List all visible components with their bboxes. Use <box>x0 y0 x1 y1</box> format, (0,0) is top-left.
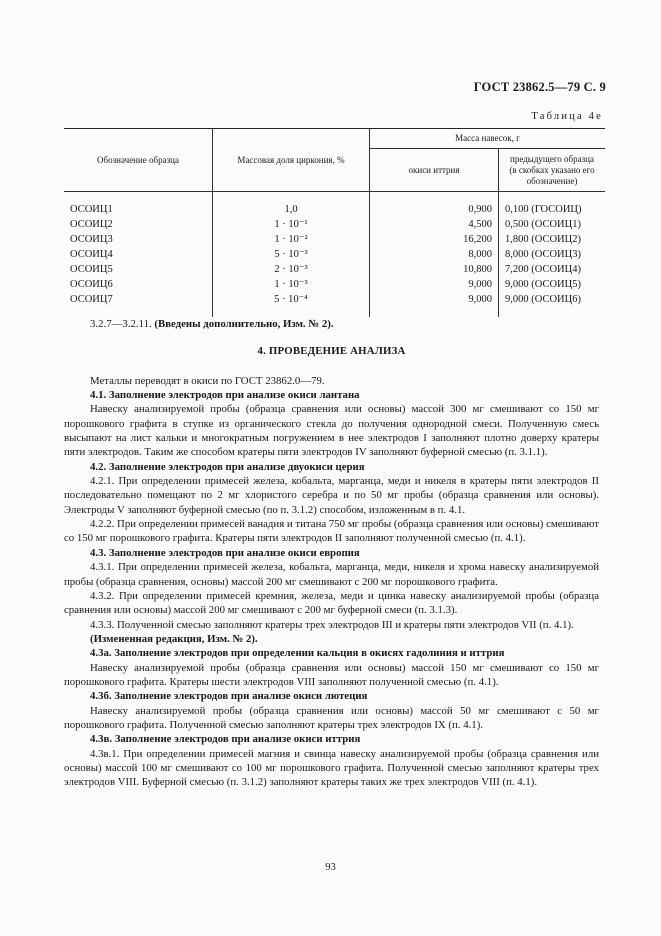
sample-mass-table <box>64 128 605 317</box>
header-previous-line2: (в скобках указано его <box>509 164 595 175</box>
subsection-4-2-heading: 4.2. Заполнение электродов при анализе двуокиси церия <box>90 460 365 473</box>
cell-previous-mass: 9,000 (ОСОИЦ6) <box>499 292 606 307</box>
cell-previous-mass: 1,800 (ОСОИЦ2) <box>499 232 606 247</box>
amendment-text: (Введены дополнительно, Изм. № 2). <box>154 318 334 330</box>
table-row <box>64 217 605 232</box>
cell-yttrium-mass: 0,900 <box>370 202 499 217</box>
cell-sample: ОСОИЦ6 <box>70 279 113 290</box>
amendment-note <box>64 317 599 331</box>
paragraph-4-1: Навеску анализируемой пробы (образца сравнения или основы) массой 300 мг смешивают со 150 мг порошкового графита в ступке из органического стекла до получения однородной смеси. Полученную смесь высыпают на лист кальки и многократным погружением в нее электродов I заполняют плотно доверху кратеры пяти электродов. Таким же способом кратеры пяти электродов IV заполняют буферной смесью (п. 3.1.1). <box>64 403 599 459</box>
cell-yttrium-mass: 8,000 <box>370 247 499 262</box>
paragraph-4-3-2: 4.3.2. При определении примесей кремния, железа, меди и цинка навеску анализируемой пробы (образца сравнения или основы) массой 200 мг смешивают с 200 мг буферной смеси (п. 3.1.3). <box>64 589 599 617</box>
cell-zirconium: 5 · 10⁻³ <box>213 247 370 262</box>
header-previous-line3: обозначение) <box>526 175 578 186</box>
cell-zirconium: 5 · 10⁻⁴ <box>213 292 370 307</box>
subsection-4-1-heading: 4.1. Заполнение электродов при анализе окиси лантана <box>90 389 360 402</box>
header-previous-line1: предыдущего образца <box>510 153 594 164</box>
cell-zirconium: 1 · 10⁻² <box>213 232 370 247</box>
subsection-4-3b-heading: 4.3б. Заполнение электродов при анализе окиси лютеция <box>90 690 368 703</box>
paragraph-4-3b: Навеску анализируемой пробы (образца сравнения или основы) массой 50 мг смешивают с 50 мг порошкового графита. Полученной смесью заполняют кратеры трех электродов IX (п. 4.1). <box>64 704 599 731</box>
paragraph-4-3v-1: 4.3в.1. При определении примесей магния и свинца навеску анализируемой пробы (образца сравнения или основы) массой 100 мг смешивают со 100 мг порошкового графита. Полученной смесью заполняют кратеры трех электродов VIII. Буферной смесью (п. 3.1.2) заполняют кратеры таких же трех электродов VIII (п. 4.1). <box>64 747 599 789</box>
paragraph-4-3a: Навеску анализируемой пробы (образца сравнения или основы) массой 150 мг смешивают со 150 мг порошкового графита. Кратеры шести электродов VIII заполняют полученной смесью (п. 4.1). <box>64 661 599 688</box>
table-caption: Таблица 4е <box>531 111 603 122</box>
cell-zirconium: 1,0 <box>213 202 370 217</box>
header-zirconium: Массовая доля циркония, % <box>213 129 370 192</box>
cell-zirconium: 2 · 10⁻³ <box>213 262 370 277</box>
paragraph-intro: Металлы переводят в окиси по ГОСТ 23862.0—79. <box>90 374 325 387</box>
table-row <box>64 202 605 217</box>
cell-yttrium-mass: 10,800 <box>370 262 499 277</box>
header-mass-group: Масса навесок, г <box>370 129 606 149</box>
cell-yttrium-mass: 9,000 <box>370 292 499 307</box>
table-row <box>64 277 605 292</box>
header-sample: Обозначение образца <box>64 129 213 192</box>
document-body <box>64 317 599 790</box>
amendment-ref: 3.2.7—3.2.11. <box>90 318 152 330</box>
cell-yttrium-mass: 16,200 <box>370 232 499 247</box>
cell-sample: ОСОИЦ5 <box>70 264 113 275</box>
cell-sample: ОСОИЦ3 <box>70 234 113 245</box>
cell-sample: ОСОИЦ2 <box>70 219 113 230</box>
subsection-4-3a-heading: 4.3а. Заполнение электродов при определении кальция в окисях гадолиния и иттрия <box>90 647 505 660</box>
cell-previous-mass: 8,000 (ОСОИЦ3) <box>499 247 606 262</box>
cell-sample: ОСОИЦ7 <box>70 294 113 305</box>
paragraph-4-3-3: 4.3.3. Полученной смесью заполняют кратеры трех электродов III и кратеры пяти электродов VII (п. 4.1). <box>90 618 574 631</box>
section-title: 4. ПРОВЕДЕНИЕ АНАЛИЗА <box>257 345 406 358</box>
cell-yttrium-mass: 9,000 <box>370 277 499 292</box>
cell-yttrium-mass: 4,500 <box>370 217 499 232</box>
cell-previous-mass: 0,500 (ОСОИЦ1) <box>499 217 606 232</box>
amendment-note-2: (Измененная редакция, Изм. № 2). <box>90 632 258 645</box>
table-row <box>64 292 605 307</box>
paragraph-4-3-1: 4.3.1. При определении примесей железа, кобальта, марганца, меди, никеля и хрома навеску анализируемой пробы (образца сравнения, основы) массой 200 мг смешивают с 200 мг порошкового графита. <box>64 561 599 588</box>
paragraph-4-2-2: 4.2.2. При определении примесей ванадия и титана 750 мг пробы (образца сравнения или основы) смешивают со 150 мг порошкового графита. Кратеры пяти электродов II заполняют полученной смесью (п. 4.1). <box>64 518 599 545</box>
page-number: 93 <box>325 862 336 873</box>
cell-zirconium: 1 · 10⁻¹ <box>213 217 370 232</box>
table-row <box>64 247 605 262</box>
subsection-4-3-heading: 4.3. Заполнение электродов при анализе окиси европия <box>90 546 360 559</box>
cell-previous-mass: 7,200 (ОСОИЦ4) <box>499 262 606 277</box>
cell-previous-mass: 9,000 (ОСОИЦ5) <box>499 277 606 292</box>
table-row <box>64 262 605 277</box>
cell-sample: ОСОИЦ1 <box>70 204 113 215</box>
header-previous-sample <box>499 149 606 192</box>
subsection-4-3v-heading: 4.3в. Заполнение электродов при анализе окиси иттрия <box>90 733 361 746</box>
header-yttrium: окиси иттрия <box>370 149 499 192</box>
cell-sample: ОСОИЦ4 <box>70 249 113 260</box>
paragraph-4-2-1: 4.2.1. При определении примесей железа, кобальта, марганца, меди и никеля в кратеры пяти электродов II последовательно помещают по 2 мг хлористого серебра и по 50 мг пробы (образца сравнения или основы). Электроды V заполняют буферной смесью (по п. 3.1.2) способом, изложенным в п. 4.1. <box>64 475 599 516</box>
table-row <box>64 232 605 247</box>
page-header: ГОСТ 23862.5—79 С. 9 <box>473 80 606 94</box>
cell-zirconium: 1 · 10⁻³ <box>213 277 370 292</box>
cell-previous-mass: 0,100 (ГОСОИЦ) <box>499 202 606 217</box>
